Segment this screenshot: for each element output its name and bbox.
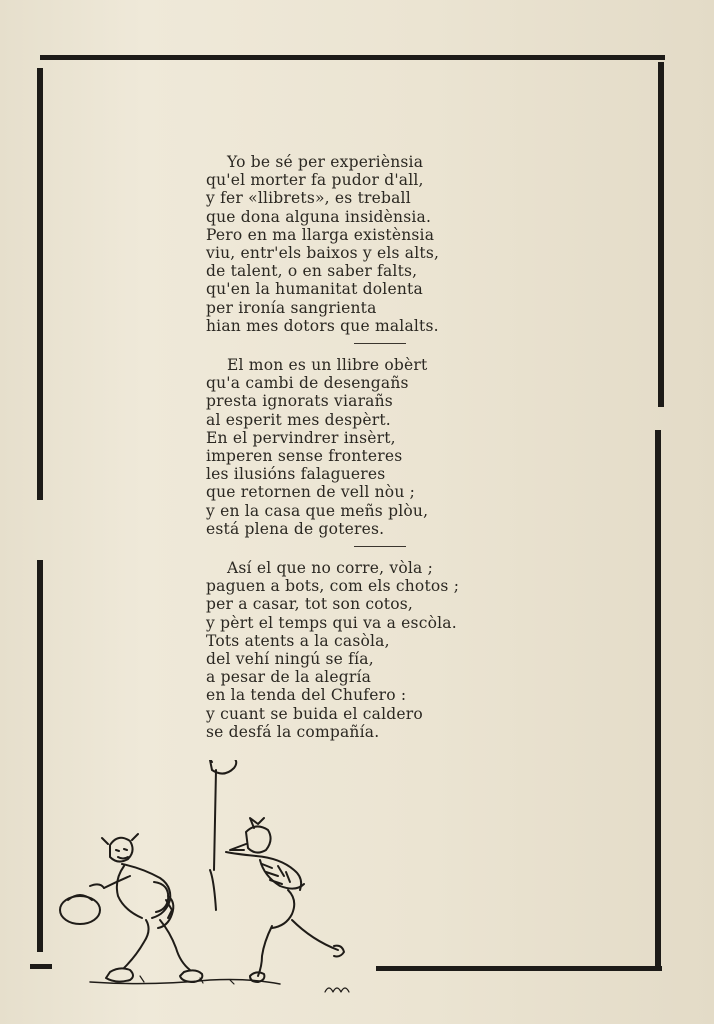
poem-line: a pesar de la alegría — [206, 668, 372, 687]
poem-line: y en la casa que meñs plòu, — [206, 501, 429, 520]
poem-line: viu, entr'els baixos y els alts, — [206, 244, 440, 263]
poem-line: hian mes dotors que malalts. — [206, 316, 439, 335]
poem-line: paguen a bots, com els chotos ; — [206, 577, 460, 596]
poem-line: en la tenda del Chufero : — [206, 686, 407, 705]
stanza-divider — [354, 546, 406, 547]
stanza-1 — [206, 153, 476, 335]
poem-line: Pero en ma llarga existènsia — [206, 225, 435, 244]
cartoon-illustration — [50, 760, 370, 1000]
bottom-border-rule-left — [30, 964, 52, 969]
poem-line: imperen sense fronteres — [206, 447, 403, 466]
poem-line: y pèrt el temps qui va a escòla. — [206, 613, 457, 632]
left-border-rule-lower — [37, 560, 43, 952]
poem-line: que retornen de vell nòu ; — [206, 483, 416, 502]
stanza-2 — [206, 356, 476, 538]
poem-line: Así el que no corre, vòla ; — [227, 559, 434, 578]
woman-with-broom-drawing — [208, 760, 344, 982]
poem-line: qu'el morter fa pudor d'all, — [206, 171, 424, 190]
poem-line: y cuant se buida el caldero — [206, 704, 423, 723]
poem-line: de talent, o en saber falts, — [206, 262, 418, 281]
poem-line: per a casar, tot son cotos, — [206, 595, 414, 614]
poem-line: qu'a cambi de desengañs — [206, 374, 409, 393]
left-border-rule-upper — [37, 68, 43, 500]
poem-line: El mon es un llibre obèrt — [227, 356, 428, 375]
stanza-3 — [206, 559, 476, 741]
poem-line: está plena de goteres. — [206, 519, 385, 538]
poem-line: En el pervindrer insèrt, — [206, 428, 396, 447]
stanza-divider — [354, 343, 406, 344]
bottom-border-rule-right — [376, 966, 662, 971]
poem-line: del vehí ningú se fía, — [206, 650, 374, 669]
poem-line: presta ignorats viarañs — [206, 392, 393, 411]
poem-line: qu'en la humanitat dolenta — [206, 280, 423, 299]
artist-signature — [325, 988, 349, 992]
man-with-pot-drawing — [60, 834, 202, 982]
poem-line: que dona alguna insidènsia. — [206, 207, 432, 226]
poem-line: se desfá la compañía. — [206, 722, 380, 741]
poem-line: Yo be sé per experiènsia — [227, 153, 424, 171]
poem-line: per ironía sangrienta — [206, 298, 377, 317]
right-border-rule-upper — [658, 62, 664, 407]
poem-line: al esperit mes despèrt. — [206, 410, 391, 429]
poem — [206, 153, 476, 741]
right-border-rule-lower — [655, 430, 661, 970]
poem-line: les ilusións falagueres — [206, 465, 386, 484]
top-border-rule — [40, 55, 665, 60]
poem-line: y fer «llibrets», es treball — [206, 189, 411, 208]
poem-line: Tots atents a la casòla, — [206, 631, 390, 650]
